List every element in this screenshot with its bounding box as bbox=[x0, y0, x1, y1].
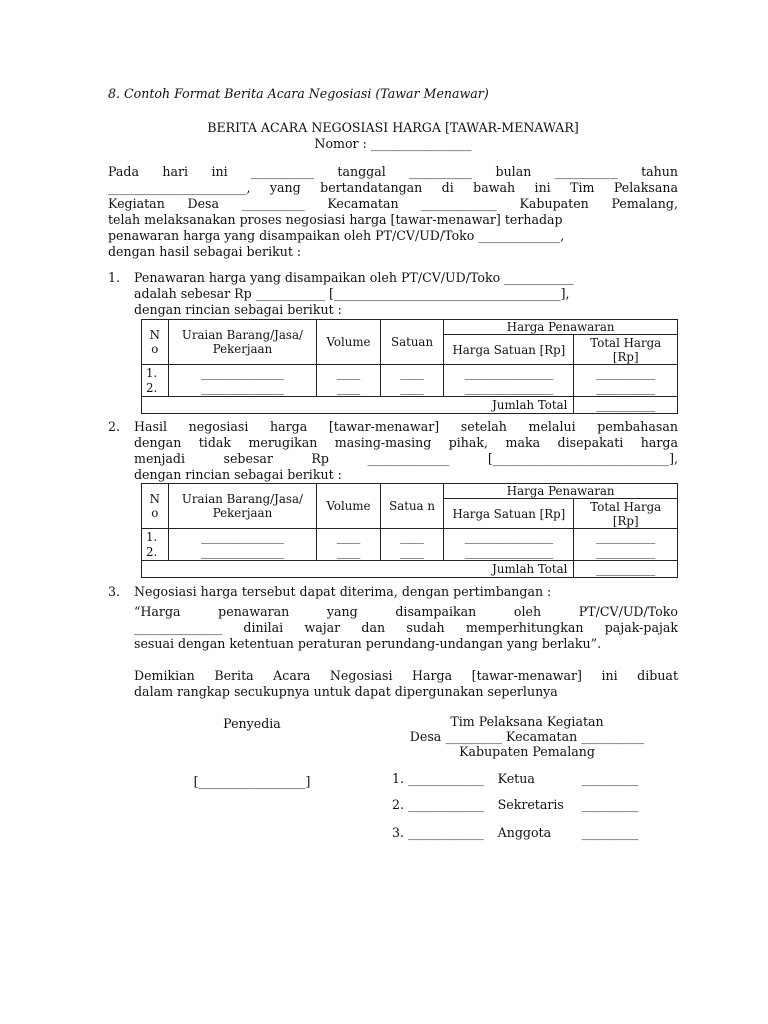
col-header-volume: Volume bbox=[317, 484, 381, 529]
row-uraian: ______________ bbox=[201, 380, 284, 395]
jumlah-total-label: Jumlah Total bbox=[142, 561, 574, 578]
row-uraian: ______________ bbox=[201, 544, 284, 559]
section-line: Hasil negosiasi harga [tawar-menawar] setelah melalui pembahasan bbox=[134, 419, 678, 434]
section-line: menjadi sebesar Rp _____________ [____________________________], bbox=[134, 451, 678, 466]
section-line: dengan rincian sebagai berikut : bbox=[134, 302, 342, 317]
intro-line: ______________________, yang bertandatangan di bawah ini Tim Pelaksana bbox=[108, 180, 678, 195]
member-row bbox=[392, 797, 638, 813]
member-name-blank: ____________ bbox=[408, 825, 484, 840]
row-uraian: ______________ bbox=[201, 365, 284, 380]
row-harga-satuan: _______________ bbox=[464, 380, 554, 395]
intro-line: telah melaksanakan proses negosiasi harga [tawar-menawar] terhadap bbox=[108, 212, 563, 227]
row-no: 2. bbox=[146, 544, 158, 559]
row-satuan: ____ bbox=[400, 544, 424, 559]
row-total-harga: __________ bbox=[596, 544, 656, 559]
row-no: 1. bbox=[146, 365, 158, 380]
penyedia-label: Penyedia bbox=[223, 716, 281, 731]
col-header-satuan: Satua n bbox=[380, 484, 444, 529]
col-header-harga-satuan: Harga Satuan [Rp] bbox=[444, 335, 574, 365]
member-name-blank: ____________ bbox=[408, 771, 484, 786]
section-line: adalah sebesar Rp ___________ [____________________________________], bbox=[134, 286, 570, 301]
section-line: Penawaran harga yang disampaikan oleh PT/CV/UD/Toko ___________ bbox=[134, 270, 574, 285]
section-2-text bbox=[134, 419, 678, 483]
intro-line: Pada hari ini __________ tanggal __________ bulan __________ tahun bbox=[108, 164, 678, 179]
section-1-text bbox=[134, 270, 678, 318]
jumlah-total-value: __________ bbox=[574, 397, 678, 414]
col-header-volume: Volume bbox=[317, 320, 381, 365]
col-header-total-harga: Total Harga [Rp] bbox=[574, 499, 678, 529]
row-volume: ____ bbox=[336, 529, 361, 544]
member-row bbox=[392, 771, 638, 787]
member-role: Sekretaris bbox=[497, 797, 564, 812]
col-header-no: N o bbox=[142, 320, 169, 365]
row-no: 1. bbox=[146, 529, 158, 544]
price-table-offer bbox=[141, 319, 678, 414]
col-header-no: N o bbox=[142, 484, 169, 529]
row-volume: ____ bbox=[336, 365, 361, 380]
row-harga-satuan: _______________ bbox=[464, 544, 554, 559]
intro-line: dengan hasil sebagai berikut : bbox=[108, 244, 302, 259]
member-signature-blank: _________ bbox=[581, 825, 639, 840]
penyedia-signature-blank: [_________________] bbox=[193, 774, 311, 789]
col-header-total-harga: Total Harga [Rp] bbox=[574, 335, 678, 365]
tim-kabupaten: Kabupaten Pemalang bbox=[459, 744, 595, 759]
section-2-number: 2. bbox=[108, 419, 121, 434]
intro-paragraph bbox=[108, 164, 678, 260]
member-name-blank: ____________ bbox=[408, 797, 484, 812]
member-no: 1. bbox=[392, 771, 405, 786]
section-3-number: 3. bbox=[108, 584, 121, 599]
price-table-negotiated bbox=[141, 483, 678, 578]
row-total-harga: __________ bbox=[596, 380, 656, 395]
row-volume: ____ bbox=[336, 380, 361, 395]
col-header-harga-penawaran: Harga Penawaran bbox=[444, 320, 678, 335]
row-uraian: ______________ bbox=[201, 529, 284, 544]
row-total-harga: __________ bbox=[596, 529, 656, 544]
closing-line: Demikian Berita Acara Negosiasi Harga [tawar-menawar] ini dibuat bbox=[134, 668, 678, 683]
col-header-uraian: Uraian Barang/Jasa/ Pekerjaan bbox=[168, 320, 317, 365]
section-line: Negosiasi harga tersebut dapat diterima, dengan pertimbangan : bbox=[134, 584, 552, 599]
row-harga-satuan: _______________ bbox=[464, 365, 554, 380]
closing-line: dalam rangkap secukupnya untuk dapat dipergunakan seperlunya bbox=[134, 684, 558, 699]
row-satuan: ____ bbox=[400, 529, 424, 544]
closing-paragraph bbox=[134, 668, 678, 700]
section-line: dengan tidak merugikan masing-masing pihak, maka disepakati harga bbox=[134, 435, 678, 450]
quote-line: ______________ dinilai wajar dan sudah memperhitungkan pajak-pajak bbox=[134, 620, 678, 635]
section-3-quote bbox=[134, 604, 678, 652]
col-header-satuan: Satuan bbox=[380, 320, 444, 365]
row-volume: ____ bbox=[336, 544, 361, 559]
col-header-uraian: Uraian Barang/Jasa/ Pekerjaan bbox=[168, 484, 317, 529]
tim-title: Tim Pelaksana Kegiatan bbox=[450, 714, 604, 729]
col-header-harga-satuan: Harga Satuan [Rp] bbox=[444, 499, 574, 529]
intro-line: Kegiatan Desa __________ Kecamatan ____________ Kabupaten Pemalang, bbox=[108, 196, 678, 211]
table-row bbox=[142, 529, 678, 561]
document-number: Nomor : ________________ bbox=[314, 136, 472, 151]
section-heading: 8. Contoh Format Berita Acara Negosiasi (Tawar Menawar) bbox=[108, 86, 489, 101]
row-satuan: ____ bbox=[400, 365, 424, 380]
member-signature-blank: _________ bbox=[581, 797, 639, 812]
row-satuan: ____ bbox=[400, 380, 424, 395]
section-3-text bbox=[134, 584, 678, 600]
member-row bbox=[392, 825, 638, 841]
tim-desa: Desa _________ Kecamatan __________ bbox=[409, 729, 645, 744]
member-no: 2. bbox=[392, 797, 405, 812]
member-role: Anggota bbox=[497, 825, 552, 840]
row-harga-satuan: _______________ bbox=[464, 529, 554, 544]
jumlah-total-label: Jumlah Total bbox=[142, 397, 574, 414]
quote-line: sesuai dengan ketentuan peraturan perundang-undangan yang berlaku”. bbox=[134, 636, 602, 651]
member-signature-blank: _________ bbox=[581, 771, 639, 786]
section-1-number: 1. bbox=[108, 270, 121, 285]
quote-line: “Harga penawaran yang disampaikan oleh PT/CV/UD/Toko bbox=[134, 604, 678, 619]
section-line: dengan rincian sebagai berikut : bbox=[134, 467, 342, 482]
jumlah-total-value: __________ bbox=[574, 561, 678, 578]
member-role: Ketua bbox=[497, 771, 535, 786]
intro-line: penawaran harga yang disampaikan oleh PT/CV/UD/Toko _____________, bbox=[108, 228, 565, 243]
row-total-harga: __________ bbox=[596, 365, 656, 380]
document-title: BERITA ACARA NEGOSIASI HARGA [TAWAR-MENAWAR] bbox=[207, 120, 579, 135]
table-row bbox=[142, 365, 678, 397]
col-header-harga-penawaran: Harga Penawaran bbox=[444, 484, 678, 499]
row-no: 2. bbox=[146, 380, 158, 395]
member-no: 3. bbox=[392, 825, 405, 840]
